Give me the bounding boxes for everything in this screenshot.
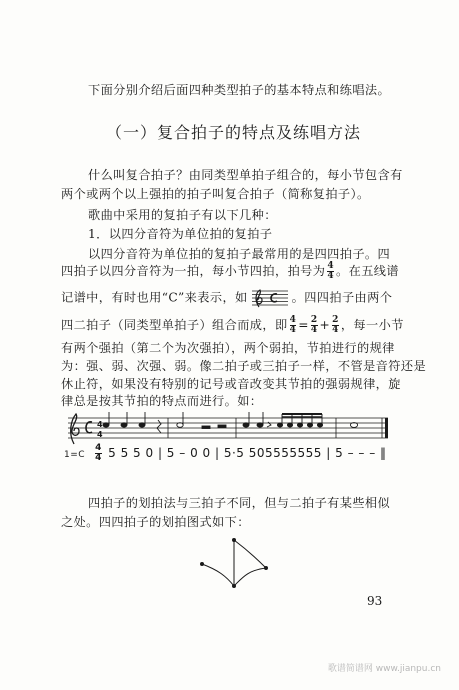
subsection-title: 1．以四分音符为单位拍的复拍子 xyxy=(88,227,273,241)
fraction-numerator: 2 xyxy=(310,315,318,325)
paragraph-line: 之处。四四拍子的划拍图式如下： xyxy=(61,515,250,529)
equation-fraction xyxy=(290,316,297,335)
paragraph-text: 四二拍子（同类型单拍子）组合而成，即 xyxy=(61,318,288,332)
fraction-denominator: 4 xyxy=(310,325,318,335)
paragraph-line: 有两个强拍（第二个为次强拍），两个弱拍，节拍进行的规律 xyxy=(61,341,395,355)
paragraph-line: 歌曲中采用的复拍子有以下几种： xyxy=(88,208,277,222)
paragraph-line: 律总是按其节拍的特点而进行。如： xyxy=(61,394,263,408)
staff-time-denominator: 4 xyxy=(97,430,103,439)
time-signature xyxy=(327,262,334,281)
equation-fraction xyxy=(311,316,318,335)
section-heading: （一）复合拍子的特点及练唱方法 xyxy=(106,123,362,142)
jianpu-time-signature xyxy=(95,444,102,463)
intro-line: 下面分别介绍后面四种类型拍子的基本特点和练唱法。 xyxy=(88,83,391,97)
paragraph-line: 以四分音符为单位拍的复拍子最常用的是四四拍子。四 xyxy=(88,247,391,261)
paragraph-line xyxy=(61,288,392,308)
page-number: 93 xyxy=(367,594,383,608)
paragraph-text: 。四四拍子由两个 xyxy=(291,290,393,305)
key-signature: 1=C xyxy=(64,450,86,460)
jianpu-notation xyxy=(64,444,387,463)
equals-sign: = xyxy=(298,318,309,332)
fraction-numerator: 4 xyxy=(95,443,102,453)
common-time-staff-icon xyxy=(252,288,288,308)
fraction-numerator: 2 xyxy=(332,315,339,325)
conducting-pattern-diagram xyxy=(196,532,286,600)
fraction-numerator: 4 xyxy=(289,315,297,325)
paragraph-text: 。在五线谱 xyxy=(336,264,399,278)
paragraph-text: ，每一小节 xyxy=(340,318,404,332)
equation-fraction xyxy=(332,316,339,335)
paragraph-line: 四拍子的划拍法与三拍子不同，但与二拍子有某些相似 xyxy=(88,496,391,510)
paragraph-text: 记谱中，有时也用“C”来表示，如 xyxy=(61,290,248,305)
jianpu-melody: 5 5 5 0 | 5 – 0 0 | 5·5 505555555 | 5 – – – ‖ xyxy=(108,446,387,460)
fraction-denominator: 4 xyxy=(327,271,335,281)
paragraph-line xyxy=(61,262,399,281)
fraction-numerator: 4 xyxy=(327,261,335,271)
fraction-denominator: 4 xyxy=(289,325,297,335)
paragraph-line xyxy=(61,316,404,335)
staff-time-numerator: 4 xyxy=(97,420,103,429)
fraction-denominator: 4 xyxy=(332,325,339,335)
plus-sign: + xyxy=(319,318,331,332)
paragraph-line: 为：强、弱、次强、弱。像二拍子或三拍子一样，不管是音符还是 xyxy=(61,359,427,373)
paragraph-line: 什么叫复合拍子？由同类型单拍子组合的，每小节包含有 xyxy=(88,168,403,182)
site-watermark: 歌谱简谱网 www.jianpu.cn xyxy=(327,664,441,674)
paragraph-text: 四拍子以四分音符为一拍，每小节四拍，拍号为 xyxy=(61,264,326,278)
paragraph-line: 两个或两个以上强拍的拍子叫复合拍子（简称复拍子）。 xyxy=(61,187,370,201)
paragraph-line: 休止符，如果没有特别的记号或音改变其节拍的强弱规律，旋 xyxy=(61,377,401,391)
fraction-denominator: 4 xyxy=(95,453,102,463)
